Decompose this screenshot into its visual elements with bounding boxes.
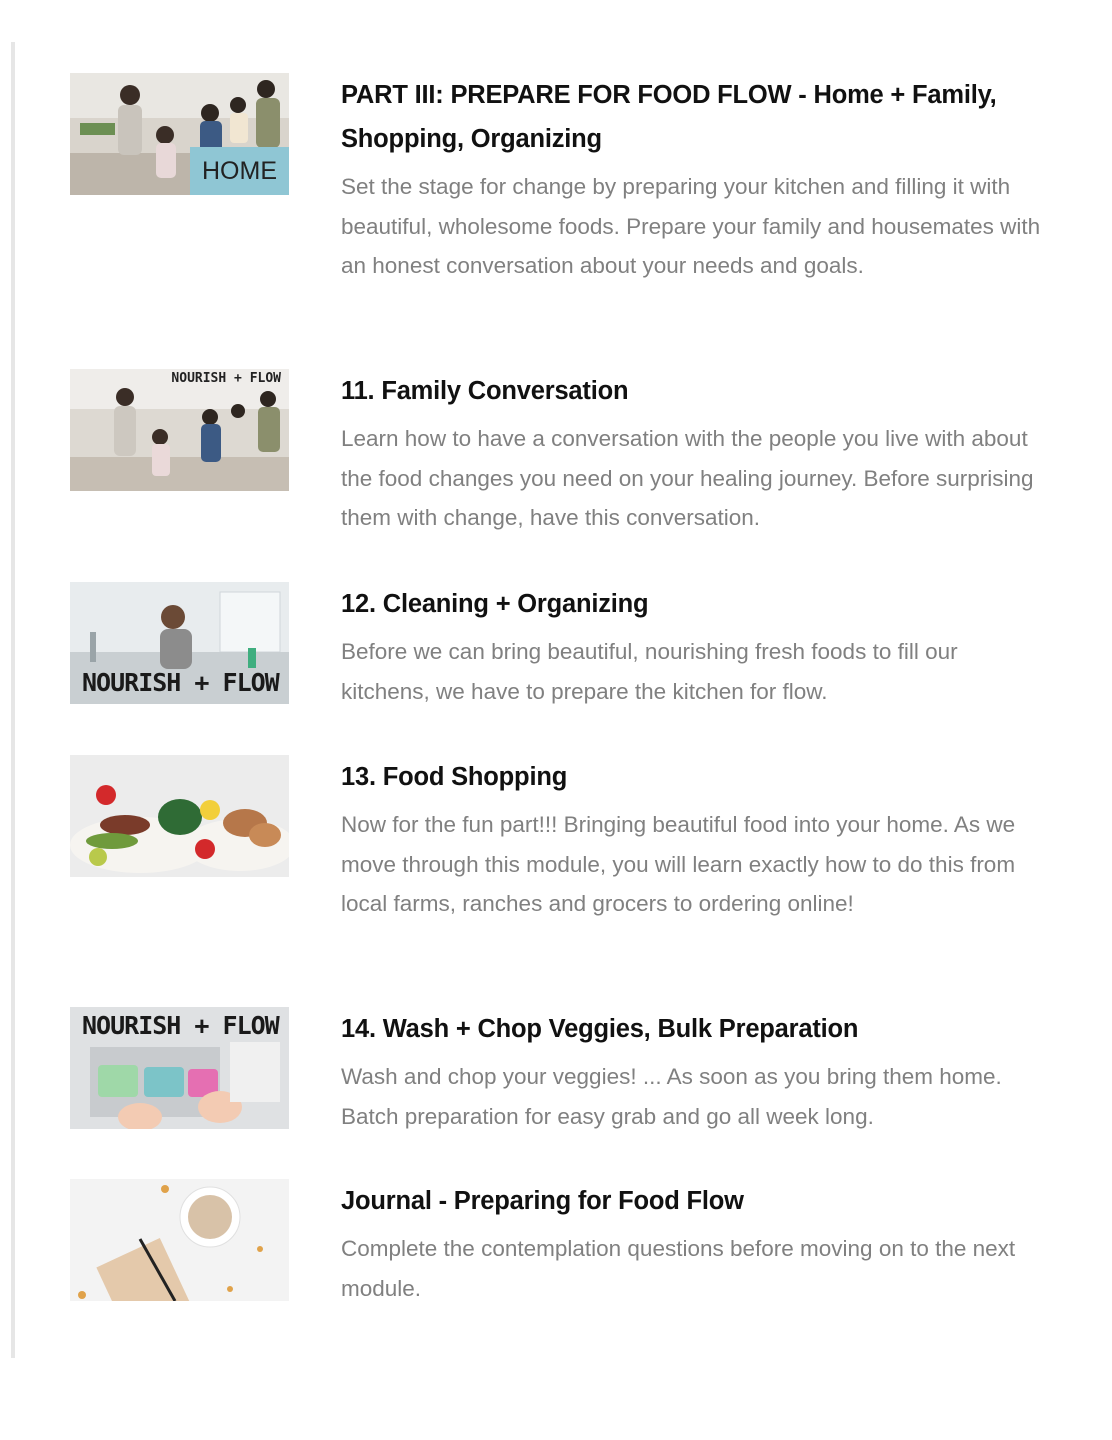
module-title[interactable]: 12. Cleaning + Organizing <box>341 590 649 618</box>
home-badge <box>190 147 289 195</box>
module-title[interactable]: 13. Food Shopping <box>341 763 568 791</box>
left-border <box>11 42 15 1358</box>
family-conversation-thumbnail[interactable] <box>70 369 289 491</box>
module-description: Complete the contemplation questions before moving on to the next module. <box>341 1236 1016 1301</box>
module-description: Before we can bring beautiful, nourishing fresh foods to fill our kitchens, we have to prepare the kitchen for flow. <box>341 639 958 704</box>
groceries-image <box>70 755 289 877</box>
journal-thumbnail[interactable] <box>70 1179 289 1301</box>
home-badge-label: HOME <box>202 156 277 185</box>
thumbnail-overlay-label: NOURISH + FLOW <box>82 1011 279 1040</box>
journal-image <box>70 1179 289 1301</box>
family-kitchen-thumbnail[interactable] <box>70 73 289 195</box>
groceries-thumbnail[interactable] <box>70 755 289 877</box>
module-title[interactable]: 14. Wash + Chop Veggies, Bulk Preparation <box>341 1015 859 1043</box>
module-description: Set the stage for change by preparing your kitchen and filling it with beautiful, wholesome foods. Prepare your family and housemates with an honest conversation about your needs and goals. <box>341 174 1041 279</box>
meal-prep-thumbnail[interactable] <box>70 1007 289 1129</box>
module-description: Now for the fun part!!! Bringing beautiful food into your home. As we move through this module, you will learn exactly how to do this from local farms, ranches and grocers to ordering online! <box>341 812 1016 917</box>
module-description: Learn how to have a conversation with the people you live with about the food changes you need on your healing journey. Before surprising them with change, have this conversation. <box>341 426 1034 531</box>
module-title[interactable]: Journal - Preparing for Food Flow <box>341 1187 744 1215</box>
thumbnail-overlay-label: NOURISH + FLOW <box>82 668 279 697</box>
module-title[interactable]: PART III: PREPARE FOR FOOD FLOW - Home + Family, Shopping, Organizing <box>341 81 997 153</box>
thumbnail-overlay-label: NOURISH + FLOW <box>171 371 281 386</box>
module-title[interactable]: 11. Family Conversation <box>341 377 629 405</box>
family-conversation-image <box>70 369 289 491</box>
kitchen-cleaning-thumbnail[interactable] <box>70 582 289 704</box>
module-description: Wash and chop your veggies! ... As soon as you bring them home. Batch preparation for easy grab and go all week long. <box>341 1064 1002 1129</box>
